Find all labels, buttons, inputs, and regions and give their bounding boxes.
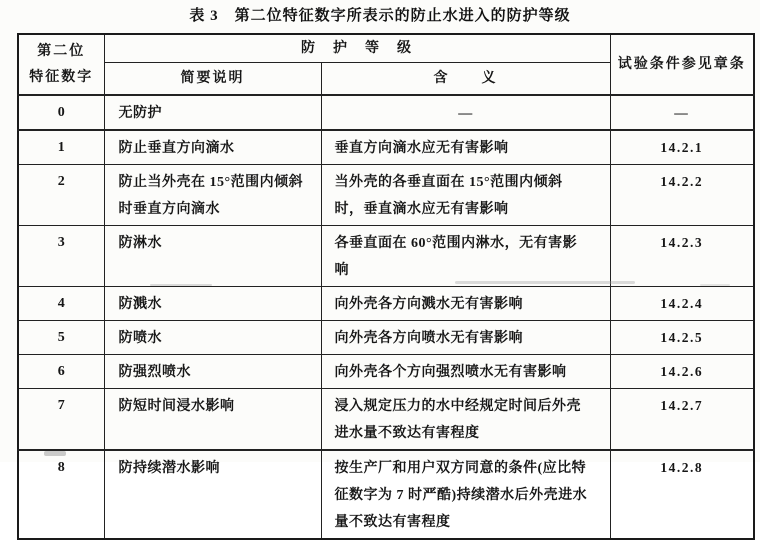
cell-brief: 防溅水 [104, 287, 321, 321]
cell-numeral: 4 [18, 287, 104, 321]
header-test-clause: 试验条件参见章条 [610, 34, 754, 95]
table-row [18, 287, 754, 321]
table-row [18, 165, 754, 226]
cell-test-clause: 14.2.4 [610, 287, 754, 321]
table-row [18, 130, 754, 165]
cell-numeral: 1 [18, 130, 104, 165]
cell-brief: 防短时间浸水影响 [104, 389, 321, 451]
cell-meaning: 垂直方向滴水应无有害影响 [321, 130, 610, 165]
cell-numeral: 2 [18, 165, 104, 226]
water-protection-table [17, 33, 755, 540]
cell-test-clause: 14.2.6 [610, 355, 754, 389]
table-row [18, 226, 754, 287]
cell-numeral: 7 [18, 389, 104, 451]
cell-meaning: — [321, 95, 610, 130]
cell-meaning: 按生产厂和用户双方同意的条件(应比特征数字为 7 时严酷)持续潜水后外壳进水量不致达有害程度 [321, 450, 610, 539]
cell-numeral: 6 [18, 355, 104, 389]
header-row-1 [18, 34, 754, 63]
header-numeral-line2: 特征数字 [29, 69, 94, 85]
scan-streak [700, 284, 730, 286]
cell-test-clause: 14.2.1 [610, 130, 754, 165]
cell-test-clause: 14.2.8 [610, 450, 754, 539]
cell-test-clause: 14.2.3 [610, 226, 754, 287]
table-row [18, 355, 754, 389]
cell-brief: 防淋水 [104, 226, 321, 287]
table-row [18, 321, 754, 355]
cell-meaning: 浸入规定压力的水中经规定时间后外壳进水量不致达有害程度 [321, 389, 610, 451]
cell-meaning: 向外壳各方向喷水无有害影响 [321, 321, 610, 355]
cell-meaning: 各垂直面在 60°范围内淋水，无有害影响 [321, 226, 610, 287]
cell-meaning: 向外壳各个方向强烈喷水无有害影响 [321, 355, 610, 389]
cell-numeral: 5 [18, 321, 104, 355]
table-title: 表 3 第二位特征数字所表示的防止水进入的防护等级 [189, 8, 571, 24]
cell-brief: 防止垂直方向滴水 [104, 130, 321, 165]
header-numeral-line1: 第二位 [37, 43, 86, 59]
table-row [18, 95, 754, 130]
table-row [18, 389, 754, 451]
header-protection-level: 防 护 等 级 [104, 34, 610, 63]
cell-test-clause: 14.2.5 [610, 321, 754, 355]
header-numeral [18, 34, 104, 95]
cell-numeral: 8 [18, 450, 104, 539]
scan-smudge [44, 451, 66, 456]
cell-meaning: 当外壳的各垂直面在 15°范围内倾斜时，垂直滴水应无有害影响 [321, 165, 610, 226]
cell-numeral: 3 [18, 226, 104, 287]
scan-streak [455, 281, 635, 284]
header-brief-description: 简要说明 [104, 63, 321, 95]
cell-test-clause: 14.2.7 [610, 389, 754, 451]
cell-brief: 防持续潜水影响 [104, 450, 321, 539]
scan-streak [150, 284, 212, 286]
cell-test-clause: 14.2.2 [610, 165, 754, 226]
cell-brief: 无防护 [104, 95, 321, 130]
cell-test-clause: — [610, 95, 754, 130]
cell-brief: 防止当外壳在 15°范围内倾斜时垂直方向滴水 [104, 165, 321, 226]
cell-meaning: 向外壳各方向溅水无有害影响 [321, 287, 610, 321]
cell-brief: 防强烈喷水 [104, 355, 321, 389]
header-meaning: 含 义 [321, 63, 610, 95]
table-row [18, 450, 754, 539]
cell-brief: 防喷水 [104, 321, 321, 355]
cell-numeral: 0 [18, 95, 104, 130]
